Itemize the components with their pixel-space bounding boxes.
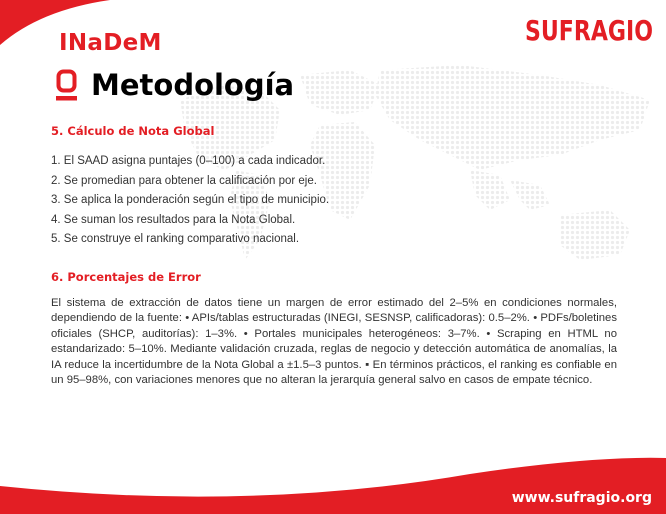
zero-mark-icon: [56, 69, 80, 103]
list-item: 4. Se suman los resultados para la Nota Global.: [51, 213, 296, 226]
list-item: 2. Se promedian para obtener la calificación por eje.: [51, 174, 317, 187]
brand-title: INaDeM: [59, 30, 162, 56]
error-description-paragraph: El sistema de extracción de datos tiene un margen de error estimado del 2–5% en condiciones normales, dependiendo de la fuente: • APIs/tablas estructuradas (INEGI, SESNSP, calificadoras): 0.5–2%. • PDFs/boletines oficiales (SHCP, auditorías): 1–3%. • Portales municipales heterogéneos: 3–7%. • Scraping en HTML no estandarizado: 5–10%. Mediante validación cruzada, reglas de negocio y detección automática de anomalías, la IA reduce la incertidumbre de la Nota Global a ±1.5–3 puntos. ▪ En términos prácticos, el ranking es confiable en un 95–98%, con variaciones menores que no alteran la jerarquía general salvo en casos de empate técnico.: [51, 297, 617, 387]
steps-list: [51, 152, 471, 250]
list-item: 1. El SAAD asigna puntajes (0–100) a cada indicador.: [51, 155, 326, 167]
sufragio-logo: [525, 10, 655, 48]
list-item: 3. Se aplica la ponderación según el tipo de municipio.: [51, 194, 330, 206]
website-link[interactable]: www.sufragio.org: [511, 490, 652, 506]
section-heading-nota-global: 5. Cálculo de Nota Global: [51, 124, 215, 138]
logo-text: SUFRAGIO: [525, 14, 653, 47]
section-heading-porcentajes-error: 6. Porcentajes de Error: [51, 270, 201, 284]
page-title: Metodología: [91, 68, 295, 102]
list-item: 5. Se construye el ranking comparativo nacional.: [51, 233, 300, 245]
